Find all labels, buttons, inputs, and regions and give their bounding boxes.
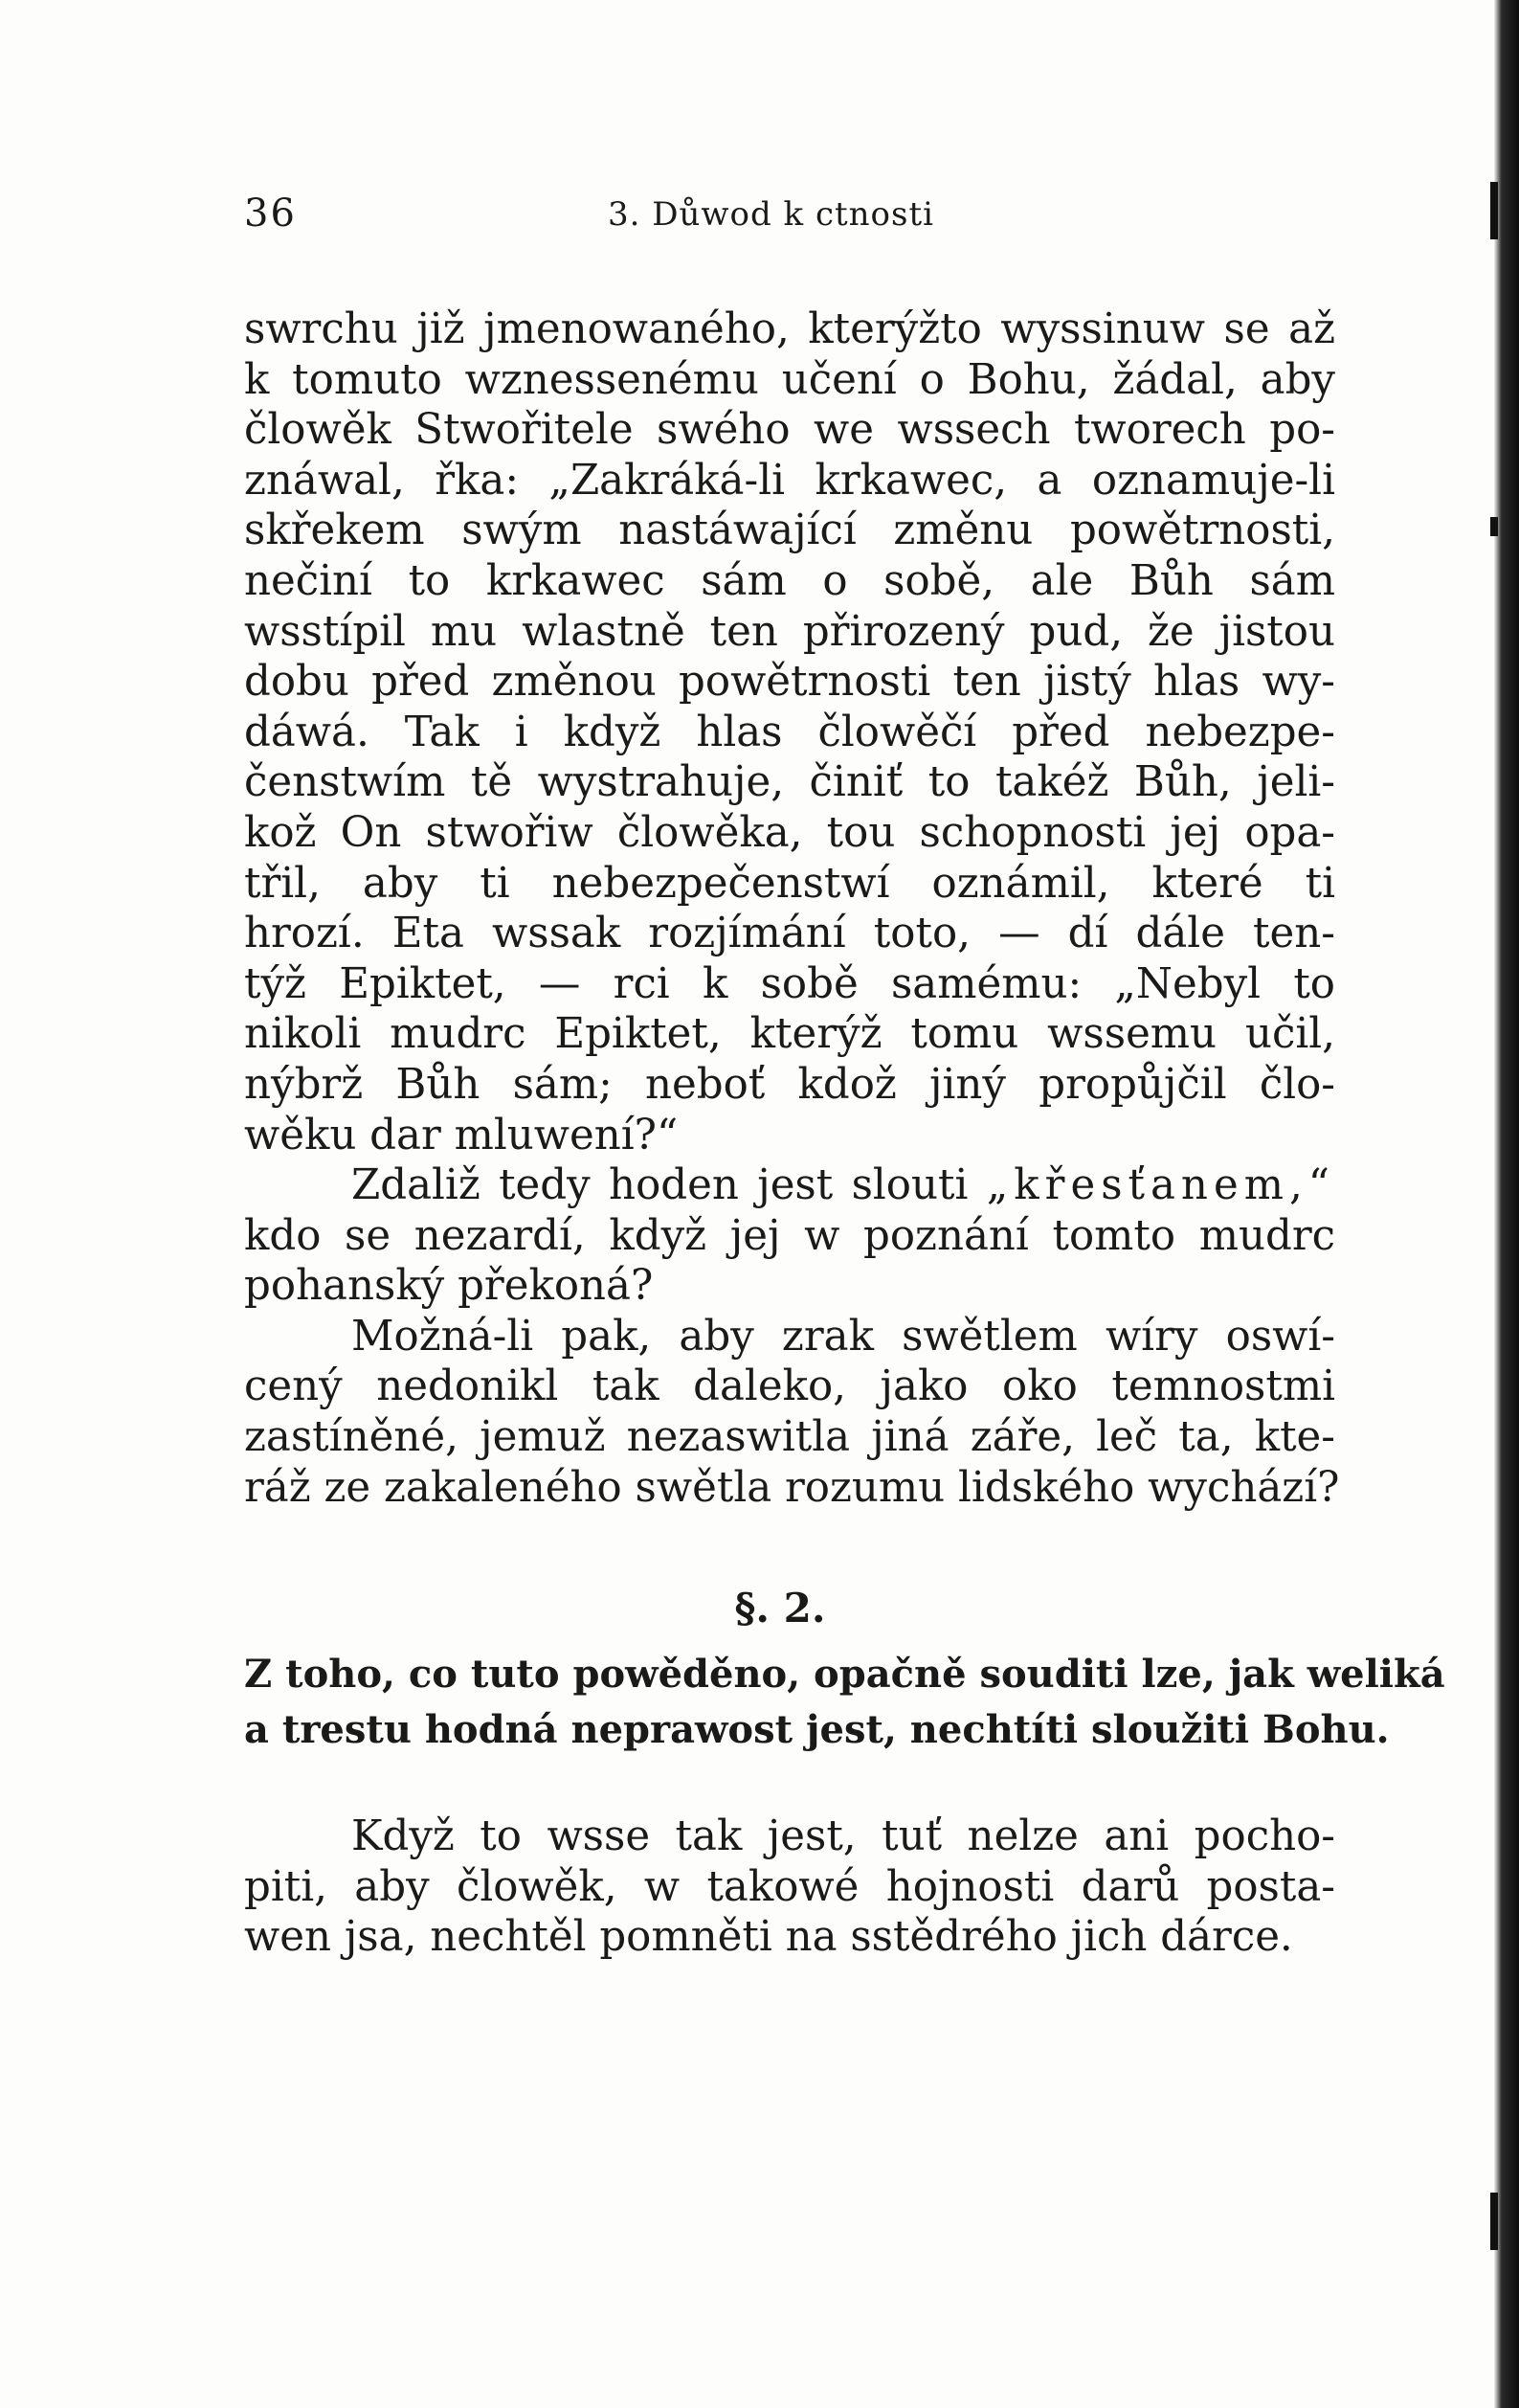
section-heading: §. 2. bbox=[734, 1585, 826, 1632]
text-line: Možná-li pak, aby zrak swětlem wíry oswí- bbox=[351, 1312, 1335, 1361]
edge-mark bbox=[1490, 182, 1498, 239]
text-line: skřekem swým nastáwající změnu powětrnosti, bbox=[244, 506, 1335, 555]
text-line: k tomuto wznessenému učení o Bohu, žádal, aby bbox=[244, 355, 1335, 404]
text-line: pohanský překoná? bbox=[244, 1262, 654, 1311]
text-line: třil, aby ti nebezpečenstwí oznámil, které ti bbox=[244, 859, 1335, 908]
edge-mark bbox=[1490, 2193, 1498, 2250]
text-line: wěku dar mluwení?“ bbox=[244, 1111, 679, 1159]
text-line: nýbrž Bůh sám; neboť kdož jiný propůjčil člo- bbox=[244, 1060, 1335, 1109]
emphasized-word: „křesťanem,“ bbox=[986, 1161, 1336, 1210]
text-line: člowěk Stwořitele swého we wssech tworech po- bbox=[244, 406, 1335, 455]
text-line: dobu před změnou powětrnosti ten jistý hlas wy- bbox=[244, 658, 1335, 707]
text-line: znáwal, řka: „Zakráká-li krkawec, a oznamuje-li bbox=[244, 456, 1335, 505]
text-line bbox=[244, 1160, 1335, 1211]
text-line: piti, aby člowěk, w takowé hojnosti darů posta- bbox=[244, 1862, 1335, 1911]
text-line: wen jsa, nechtěl pomněti na sstědrého jich dárce. bbox=[244, 1913, 1293, 1962]
paragraph-1 bbox=[244, 304, 1335, 1160]
text-line: Když to wsse tak jest, tuť nelze ani pocho- bbox=[351, 1812, 1335, 1861]
text-line: nečiní to krkawec sám o sobě, ale Bůh sám bbox=[244, 556, 1335, 605]
paragraph-3 bbox=[244, 1312, 1340, 1513]
text-line: wsstípil mu wlastně ten přirozený pud, že jistou bbox=[244, 607, 1335, 656]
text-line: nikoli mudrc Epiktet, kterýž tomu wssemu učil, bbox=[244, 1010, 1335, 1059]
running-head bbox=[244, 191, 1335, 249]
edge-mark bbox=[1490, 517, 1498, 536]
summary-line: Z toho, co tuto powěděno, opačně souditi lze, jak weliká bbox=[244, 1652, 1445, 1698]
text-line: čenstwím tě wystrahuje, činiť to takéž Bůh, jeli- bbox=[244, 758, 1335, 807]
paragraph-4 bbox=[244, 1812, 1335, 1963]
text-line: hrozí. Eta wssak rozjímání toto, — dí dále ten- bbox=[244, 910, 1335, 958]
spacer bbox=[244, 1513, 1335, 1570]
text-span: Zdaliž tedy hoden jest slouti bbox=[351, 1161, 969, 1210]
paragraph-2 bbox=[244, 1160, 1335, 1312]
text-line: zastíněné, jemuž nezaswitla jiná záře, leč ta, kte- bbox=[244, 1413, 1335, 1462]
body-text bbox=[244, 304, 1445, 1963]
chapter-title: 3. Důwod k ctnosti bbox=[608, 195, 935, 234]
text-line: kož On stwořiw člowěka, tou schopnosti jej opa- bbox=[244, 808, 1335, 857]
text-line: kdo se nezardí, když jej w poznání tomto mudrc bbox=[244, 1211, 1335, 1260]
spacer bbox=[244, 1758, 1335, 1812]
text-line: swrchu již jmenowaného, kterýžto wyssinuw se až bbox=[244, 305, 1335, 353]
text-line: ráž ze zakaleného swětla rozumu lidského wychází? bbox=[244, 1463, 1340, 1512]
text-line: cený nedonikl tak daleko, jako oko temnostmi bbox=[244, 1362, 1335, 1411]
summary-line: a trestu hodná neprawost jest, nechtíti sloužiti Bohu. bbox=[244, 1707, 1390, 1753]
text-line: dáwá. Tak i když hlas člowěčí před nebezpe- bbox=[244, 708, 1335, 756]
section-summary bbox=[244, 1647, 1445, 1758]
text-line: týž Epiktet, — rci k sobě samému: „Nebyl to bbox=[244, 959, 1335, 1008]
page-edge-shadow bbox=[1494, 0, 1519, 2408]
page-number: 36 bbox=[244, 191, 297, 236]
